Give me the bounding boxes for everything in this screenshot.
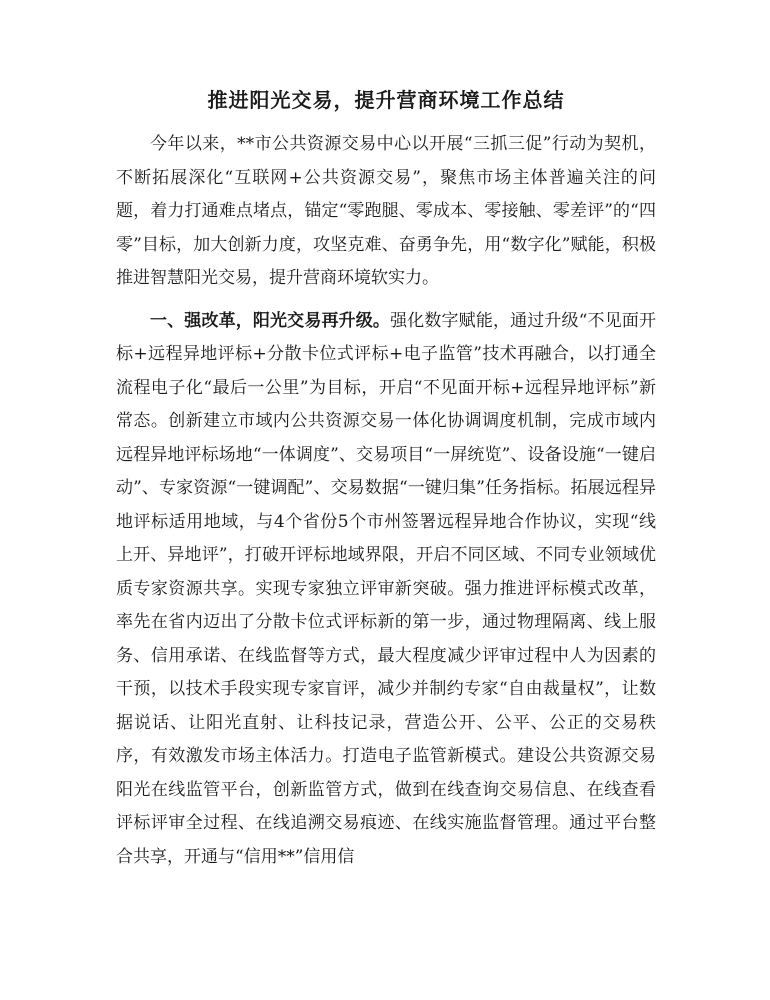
section-1-body: 强化数字赋能，通过升级“不见面开标+远程异地评标+分散卡位式评标+电子监管”技术再融合，以打通全流程电子化“最后一公里”为目标，开启“不见面开标+远程异地评标”新常态。创新建立市域内公共资源交易一体化协调调度机制，完成市域内远程异地评标场地“一体调度”、交易项目“一屏统览”、设备设施“一键启动”、专家资源“一键调配”、交易数据“一键归集”任务指标。拓展远程异地评标适用地域，与4个省份5个市州签署远程异地合作协议，实现“线上开、异地评”，打破开评标地域界限，开启不同区域、不同专业领域优质专家资源共享。实现专家独立评审新突破。强力推进评标模式改革，率先在省内迈出了分散卡位式评标新的第一步，通过物理隔离、线上服务、信用承诺、在线监督等方式，最大程度减少评审过程中人为因素的干预，以技术手段实现专家盲评，减少并制约专家“自由裁量权”，让数据说话、让阳光直射、让科技记录，营造公开、公平、公正的交易秩序，有效激发市场主体活力。打造电子监管新模式。建设公共资源交易阳光在线监管平台，创新监管方式，做到在线查询交易信息、在线查看评标评审全过程、在线追溯交易痕迹、在线实施监督管理。通过平台整合共享，开通与“信用**”信用信 bbox=[116, 310, 656, 867]
section-1-heading: 一、强改革，阳光交易再升级。 bbox=[150, 310, 391, 331]
document-title: 推进阳光交易，提升营商环境工作总结 bbox=[207, 88, 565, 112]
document-page bbox=[116, 80, 656, 874]
intro-paragraph: 今年以来，**市公共资源交易中心以开展“三抓三促”行动为契机，不断拓展深化“互联网+公共资源交易”，聚焦市场主体普遍关注的问题，着力打通难点堵点，锚定“零跑腿、零成本、零接触、零差评”的“四零”目标，加大创新力度，攻坚克难、奋勇争先，用“数字化”赋能，积极推进智慧阳光交易，提升营商环境软实力。 bbox=[116, 134, 656, 288]
section-1-paragraph bbox=[116, 305, 656, 875]
